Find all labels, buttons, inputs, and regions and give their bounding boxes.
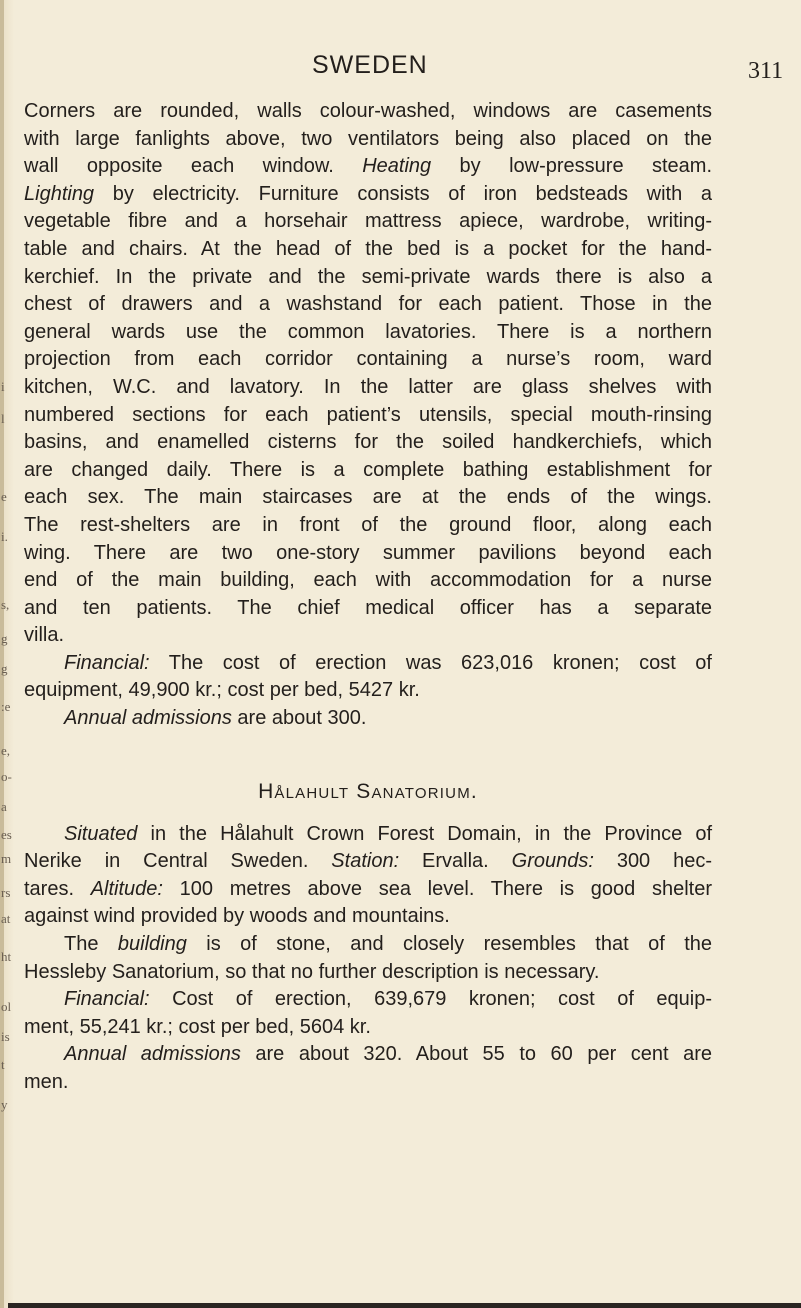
text-run: Cost of erection, 639,679 kronen; cost of equip- bbox=[149, 988, 712, 1011]
text-run: 300 hec- bbox=[593, 850, 712, 873]
bleed-glyph: ol bbox=[1, 999, 12, 1014]
italic-run-in: building bbox=[117, 933, 187, 956]
text-line bbox=[24, 208, 712, 236]
italic-run-in: Grounds: bbox=[511, 850, 594, 873]
text-run: with large fanlights above, two ventilators being also placed on the bbox=[24, 127, 712, 150]
text-line bbox=[24, 876, 712, 904]
italic-run-in: Financial: bbox=[64, 988, 150, 1011]
italic-run-in: Financial: bbox=[64, 651, 150, 674]
bleed-glyph: i. bbox=[1, 529, 8, 544]
text-run: are changed daily. There is a complete bathing establishment for bbox=[24, 458, 712, 481]
text-line bbox=[24, 512, 712, 540]
text-run: Nerike in Central Sweden. bbox=[24, 850, 332, 873]
text-line bbox=[24, 1069, 712, 1097]
text-run: end of the main building, each with accommodation for a nurse bbox=[24, 569, 712, 592]
text-run: Hessleby Sanatorium, so that no further description is necessary. bbox=[24, 960, 600, 983]
text-run: The bbox=[64, 933, 118, 956]
text-run: The rest-shelters are in front of the ground floor, along each bbox=[24, 513, 712, 536]
text-line bbox=[24, 821, 712, 849]
text-line bbox=[24, 931, 712, 959]
running-title: SWEDEN bbox=[312, 51, 428, 79]
text-line bbox=[24, 540, 712, 568]
text-run: is of stone, and closely resembles that of the bbox=[186, 933, 712, 956]
italic-run-in: Situated bbox=[64, 822, 138, 845]
text-line bbox=[24, 319, 712, 347]
text-run: basins, and enamelled cisterns for the soiled handkerchiefs, which bbox=[24, 431, 712, 454]
text-run: in the Hålahult Crown Forest Domain, in the Province of bbox=[137, 822, 712, 845]
text-run: vegetable fibre and a horsehair mattress apiece, wardrobe, writing- bbox=[24, 210, 712, 233]
text-run: Ervalla. bbox=[399, 850, 512, 873]
text-run: are about 300. bbox=[231, 707, 367, 730]
text-run: are about 320. About 55 to 60 per cent are bbox=[240, 1043, 713, 1066]
italic-run-in: Altitude: bbox=[90, 877, 163, 900]
bleed-glyph: g bbox=[1, 661, 8, 676]
bleed-glyph: e, bbox=[1, 743, 11, 758]
text-line bbox=[24, 650, 712, 678]
text-line bbox=[24, 374, 712, 402]
running-head bbox=[0, 50, 801, 90]
text-line bbox=[24, 677, 712, 705]
bleed-glyph: es bbox=[1, 827, 12, 842]
text-run: villa. bbox=[24, 624, 65, 647]
text-run: table and chairs. At the head of the bed is a pocket for the hand- bbox=[24, 237, 712, 260]
text-run: equipment, 49,900 kr.; cost per bed, 5427 kr. bbox=[24, 679, 420, 702]
text-run: Corners are rounded, walls colour-washed, windows are casements bbox=[24, 100, 712, 122]
text-run: by low-pressure steam. bbox=[431, 155, 712, 178]
text-line bbox=[24, 264, 712, 292]
page-body bbox=[24, 98, 712, 1097]
text-run: wall opposite each window. bbox=[24, 155, 363, 178]
bleed-glyph: rs bbox=[1, 885, 11, 900]
bleed-glyph: t bbox=[1, 1057, 5, 1072]
text-line bbox=[24, 484, 712, 512]
text-run: wing. There are two one-story summer pavilions beyond each bbox=[24, 541, 712, 564]
text-line bbox=[24, 236, 712, 264]
bleed-glyph: l bbox=[1, 411, 5, 426]
text-run: general wards use the common lavatories. There is a northern bbox=[24, 320, 712, 343]
text-run: kerchief. In the private and the semi-private wards there is also a bbox=[24, 265, 712, 288]
bleed-glyph: s, bbox=[1, 597, 10, 612]
text-line bbox=[24, 457, 712, 485]
text-line bbox=[24, 986, 712, 1014]
italic-run-in: Annual admissions bbox=[64, 707, 232, 730]
bleed-glyph: e bbox=[1, 489, 7, 504]
italic-run-in: Annual admissions bbox=[64, 1043, 241, 1066]
text-run: numbered sections for each patient’s utensils, special mouth-rinsing bbox=[24, 403, 712, 426]
text-line bbox=[24, 126, 712, 154]
bleed-glyph: :e bbox=[1, 699, 11, 714]
bleed-glyph: i bbox=[1, 379, 5, 394]
text-line bbox=[24, 903, 712, 931]
bleed-glyph: o- bbox=[1, 769, 12, 784]
text-line bbox=[24, 98, 712, 126]
text-run: ment, 55,241 kr.; cost per bed, 5604 kr. bbox=[24, 1015, 371, 1038]
text-run: chest of drawers and a washstand for each patient. Those in the bbox=[24, 293, 712, 316]
section-heading: Hålahult Sanatorium. bbox=[258, 779, 478, 803]
bleed-glyph: g bbox=[1, 631, 8, 646]
text-run: tares. bbox=[24, 877, 91, 900]
text-line bbox=[24, 346, 712, 374]
text-run: men. bbox=[24, 1071, 69, 1093]
bleed-glyph: ht bbox=[1, 949, 12, 964]
text-line bbox=[24, 153, 712, 181]
text-run: by electricity. Furniture consists of iron bedsteads with a bbox=[94, 182, 712, 205]
text-line bbox=[24, 429, 712, 457]
text-line bbox=[24, 705, 712, 733]
bleed-glyph: is bbox=[1, 1029, 10, 1044]
bleed-glyph: m bbox=[1, 851, 12, 866]
text-line bbox=[24, 622, 712, 650]
text-line bbox=[24, 291, 712, 319]
text-run: each sex. The main staircases are at the ends of the wings. bbox=[24, 486, 712, 509]
page-number: 311 bbox=[748, 58, 784, 84]
text-run: and ten patients. The chief medical officer has a separate bbox=[24, 596, 712, 619]
bottom-edge-rule bbox=[8, 1303, 801, 1308]
italic-run-in: Lighting bbox=[24, 182, 95, 205]
text-run: The cost of erection was 623,016 kronen; cost of bbox=[149, 651, 712, 674]
bleed-glyph: y bbox=[1, 1097, 8, 1112]
italic-run-in: Station: bbox=[331, 850, 400, 873]
text-line bbox=[24, 848, 712, 876]
text-line bbox=[24, 595, 712, 623]
text-line bbox=[24, 567, 712, 595]
text-line bbox=[24, 402, 712, 430]
bleed-glyph: a bbox=[1, 799, 7, 814]
text-run: kitchen, W.C. and lavatory. In the latter are glass shelves with bbox=[24, 375, 712, 398]
text-run: 100 metres above sea level. There is good shelter bbox=[162, 877, 713, 900]
italic-run-in: Heating bbox=[362, 155, 432, 178]
text-run: against wind provided by woods and mountains. bbox=[24, 905, 450, 928]
text-line bbox=[24, 1041, 712, 1069]
text-line bbox=[24, 959, 712, 987]
text-run: projection from each corridor containing a nurse’s room, ward bbox=[24, 348, 712, 371]
text-line bbox=[24, 1014, 712, 1042]
bleed-glyph: at bbox=[1, 911, 11, 926]
text-line bbox=[24, 181, 712, 209]
